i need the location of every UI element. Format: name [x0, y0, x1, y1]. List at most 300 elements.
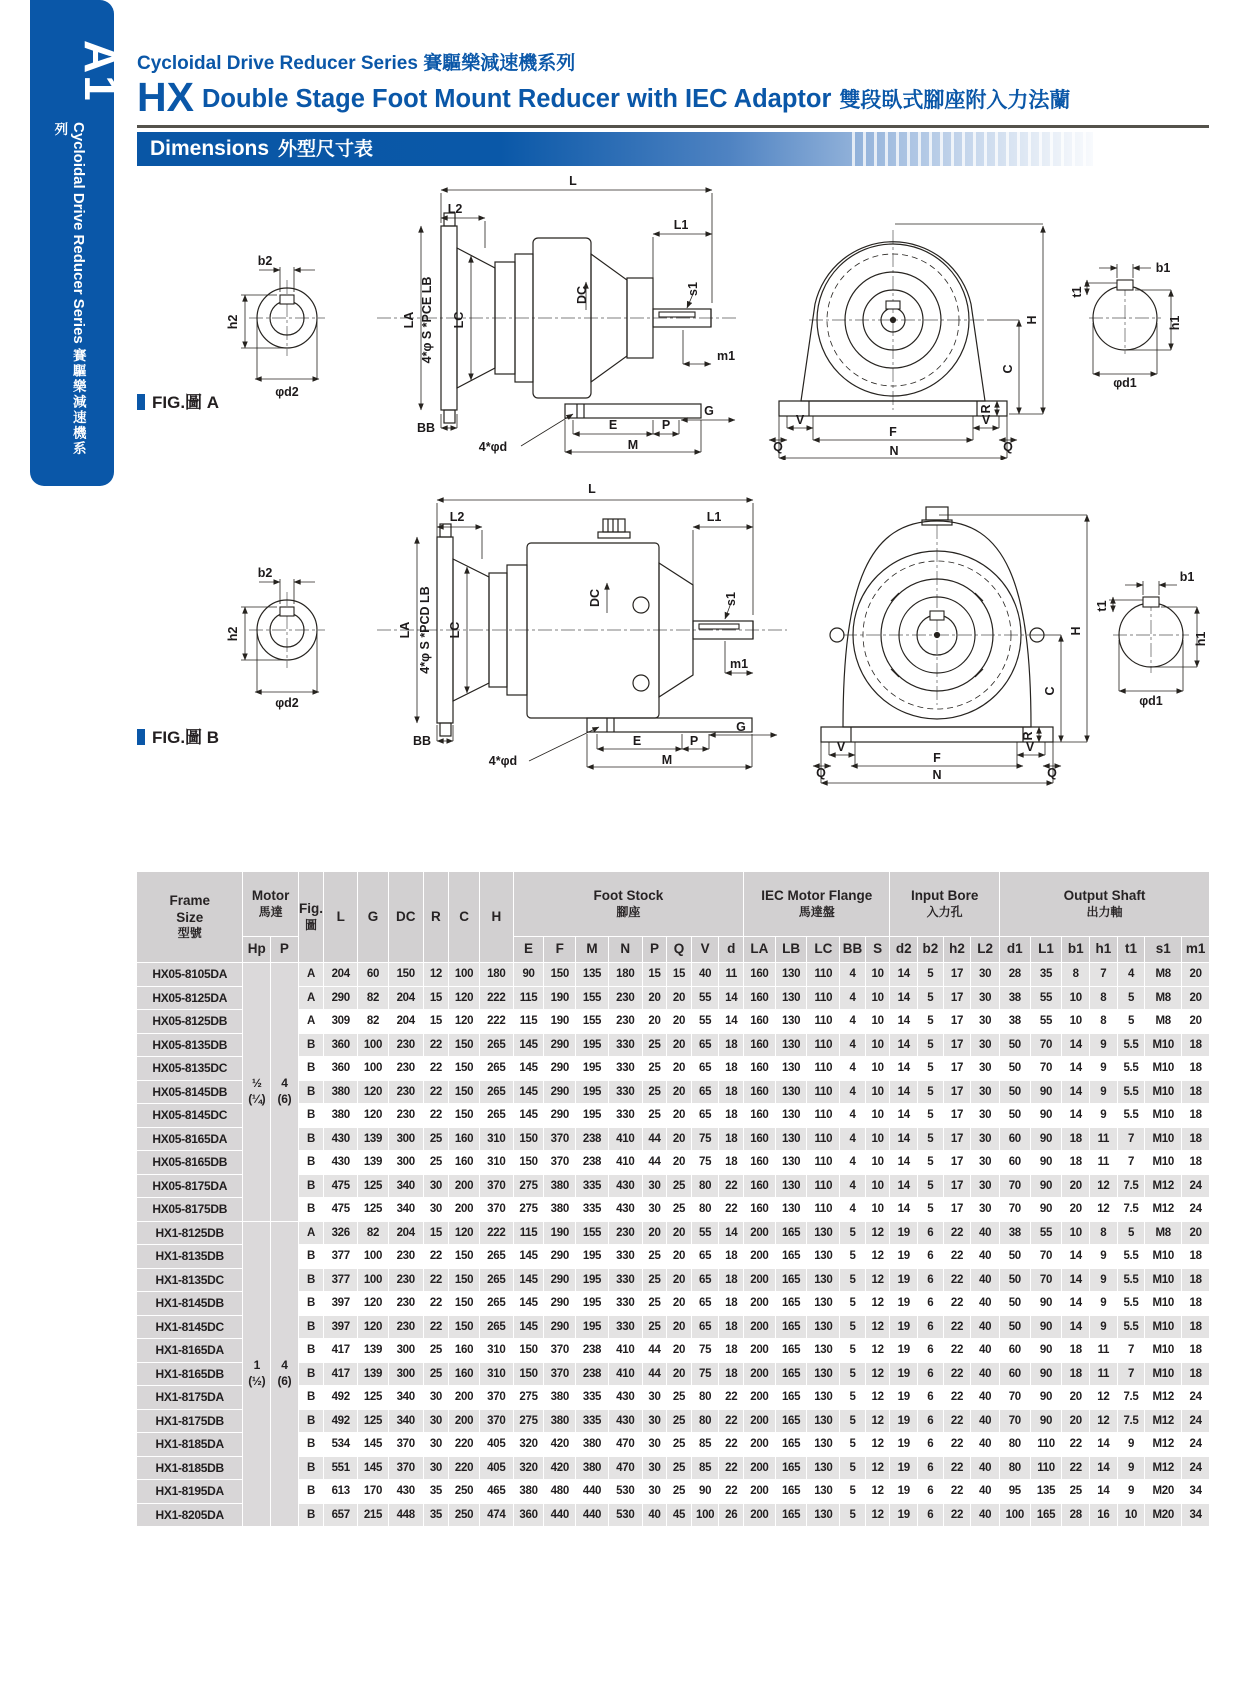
col-header-frame-size: Frame Size 型號	[137, 872, 243, 963]
frame-size-cell: HX05-8165DA	[137, 1128, 243, 1152]
dim-value-cell: 18	[719, 1104, 744, 1128]
dim-value-cell: 25	[643, 1081, 668, 1105]
dim-value-cell: 10	[866, 963, 891, 987]
dim-value-cell: 165	[776, 1363, 808, 1387]
dim-value-cell: 20	[667, 1269, 692, 1293]
dim-value-cell: 40	[971, 1386, 1000, 1410]
dim-value-cell: 5.5	[1118, 1292, 1146, 1316]
dim-value-cell: 145	[514, 1034, 545, 1058]
dim-value-cell: 5	[840, 1480, 866, 1504]
dim-value-cell: 22	[1062, 1457, 1090, 1481]
dim-label-DC: DC	[588, 588, 602, 608]
dim-value-cell: 265	[480, 1104, 514, 1128]
dim-value-cell: 25	[424, 1128, 450, 1152]
dim-value-cell: 165	[776, 1339, 808, 1363]
dim-value-cell: 160	[744, 1151, 776, 1175]
dim-value-cell: 82	[358, 1010, 389, 1034]
dim-value-cell: 7	[1118, 1128, 1146, 1152]
dim-value-cell: 130	[807, 1292, 840, 1316]
banner-title-zh: 外型尺寸表	[278, 139, 374, 160]
dim-value-cell: 12	[866, 1339, 891, 1363]
dim-value-cell: 335	[576, 1386, 609, 1410]
dim-value-cell: 14	[890, 1034, 918, 1058]
dim-value-cell: 20	[667, 1292, 692, 1316]
table-row	[137, 1245, 1210, 1269]
dim-value-cell: B	[299, 1034, 325, 1058]
table-row	[137, 1480, 1210, 1504]
dim-value-cell: 100	[358, 1245, 389, 1269]
dim-label-L: L	[569, 174, 577, 188]
dim-value-cell: 200	[744, 1316, 776, 1340]
dim-value-cell: 405	[480, 1433, 514, 1457]
table-row	[137, 1386, 1210, 1410]
dim-value-cell: 19	[890, 1339, 918, 1363]
dim-value-cell: 9	[1090, 1104, 1118, 1128]
dim-value-cell: 410	[609, 1151, 643, 1175]
dim-value-cell: 165	[776, 1504, 808, 1528]
dim-value-cell: 145	[514, 1316, 545, 1340]
dim-value-cell: 20	[1182, 1010, 1210, 1034]
col-subheader-S: S	[866, 937, 891, 963]
dim-value-cell: 115	[514, 987, 545, 1011]
dim-value-cell: 60	[1000, 1363, 1031, 1387]
dim-value-cell: 100	[449, 963, 480, 987]
frame-size-cell: HX05-8125DA	[137, 987, 243, 1011]
dim-value-cell: 290	[544, 1081, 576, 1105]
dim-value-cell: 17	[944, 1151, 972, 1175]
dim-label-G: G	[736, 720, 746, 734]
dim-value-cell: 10	[1062, 1222, 1090, 1246]
dim-value-cell: B	[299, 1433, 325, 1457]
dim-value-cell: 55	[692, 987, 720, 1011]
dim-value-cell: 326	[324, 1222, 358, 1246]
dim-value-cell: 10	[866, 1175, 891, 1199]
dim-value-cell: 165	[776, 1457, 808, 1481]
dim-value-cell: 4	[840, 1057, 866, 1081]
col-subheader-LC: LC	[807, 937, 840, 963]
dim-value-cell: 145	[514, 1104, 545, 1128]
dim-value-cell: 9	[1090, 1081, 1118, 1105]
dim-value-cell: 230	[609, 987, 643, 1011]
dim-value-cell: 145	[514, 1057, 545, 1081]
dim-value-cell: 7	[1118, 1363, 1146, 1387]
dim-value-cell: 12	[866, 1433, 891, 1457]
dim-value-cell: 7	[1118, 1151, 1146, 1175]
dim-value-cell: 380	[324, 1081, 358, 1105]
dim-value-cell: 12	[424, 963, 450, 987]
dim-value-cell: 150	[514, 1151, 545, 1175]
dim-value-cell: 195	[576, 1057, 609, 1081]
dim-value-cell: 18	[1182, 1081, 1210, 1105]
dim-value-cell: 18	[1062, 1128, 1090, 1152]
dim-value-cell: 492	[324, 1386, 358, 1410]
dim-label-V: V	[1025, 740, 1035, 754]
table-row	[137, 1504, 1210, 1528]
dim-value-cell: 300	[389, 1151, 424, 1175]
dim-value-cell: 430	[609, 1410, 643, 1434]
dim-value-cell: 290	[544, 1057, 576, 1081]
frame-size-cell: HX05-8145DB	[137, 1081, 243, 1105]
dim-value-cell: 18	[1182, 1363, 1210, 1387]
col-subheader-s1: s1	[1145, 937, 1182, 963]
dim-value-cell: 195	[576, 1034, 609, 1058]
dim-value-cell: 4	[840, 987, 866, 1011]
dim-value-cell: 40	[971, 1245, 1000, 1269]
dim-value-cell: 139	[358, 1339, 389, 1363]
dim-value-cell: 12	[1090, 1198, 1118, 1222]
table-head	[137, 872, 1210, 963]
dim-value-cell: 25	[424, 1363, 450, 1387]
dim-value-cell: 24	[1182, 1175, 1210, 1199]
dim-label-M: M	[661, 753, 673, 767]
dim-label-R: R	[979, 404, 993, 414]
dim-value-cell: 160	[449, 1128, 480, 1152]
dim-label-LA: LA	[398, 621, 412, 639]
dim-value-cell: 4	[840, 1010, 866, 1034]
dim-value-cell: 22	[1062, 1433, 1090, 1457]
dim-value-cell: 417	[324, 1363, 358, 1387]
col-subheader-Q: Q	[667, 937, 692, 963]
dim-value-cell: 40	[971, 1433, 1000, 1457]
dim-value-cell: 18	[719, 1363, 744, 1387]
dim-value-cell: M10	[1145, 1057, 1182, 1081]
dim-value-cell: 5	[840, 1245, 866, 1269]
dim-value-cell: 110	[807, 1034, 840, 1058]
dim-value-cell: 44	[643, 1339, 668, 1363]
dim-value-cell: 300	[389, 1128, 424, 1152]
dim-value-cell: 204	[389, 1010, 424, 1034]
dim-value-cell: 4	[840, 1034, 866, 1058]
dim-value-cell: 50	[1000, 1316, 1031, 1340]
dim-value-cell: 170	[358, 1480, 389, 1504]
dim-value-cell: 30	[424, 1198, 450, 1222]
dim-value-cell: 9	[1090, 1269, 1118, 1293]
dim-value-cell: 44	[643, 1363, 668, 1387]
dim-value-cell: M8	[1145, 1222, 1182, 1246]
dim-value-cell: 60	[1000, 1151, 1031, 1175]
dim-value-cell: 145	[514, 1081, 545, 1105]
dim-value-cell: 22	[944, 1245, 972, 1269]
dim-value-cell: 551	[324, 1457, 358, 1481]
dim-value-cell: 160	[744, 1198, 776, 1222]
dim-value-cell: 380	[544, 1410, 576, 1434]
table-row	[137, 1433, 1210, 1457]
dim-value-cell: 360	[514, 1504, 545, 1528]
dim-value-cell: 265	[480, 1269, 514, 1293]
dim-value-cell: 370	[389, 1457, 424, 1481]
dim-value-cell: 20	[1062, 1175, 1090, 1199]
dim-value-cell: 155	[576, 987, 609, 1011]
dim-value-cell: 12	[866, 1386, 891, 1410]
dim-value-cell: 160	[449, 1151, 480, 1175]
dim-value-cell: 11	[719, 963, 744, 987]
dim-value-cell: 9	[1090, 1245, 1118, 1269]
dim-value-cell: 34	[1182, 1504, 1210, 1528]
fig-b-bullet-icon	[137, 729, 145, 745]
dim-value-cell: 12	[866, 1363, 891, 1387]
dim-value-cell: A	[299, 987, 325, 1011]
dim-value-cell: 130	[807, 1504, 840, 1528]
dim-value-cell: 6	[918, 1292, 944, 1316]
dim-value-cell: 85	[692, 1457, 720, 1481]
dim-value-cell: 20	[643, 1222, 668, 1246]
dim-value-cell: 90	[1031, 1151, 1063, 1175]
col-subheader-BB: BB	[840, 937, 866, 963]
dim-value-cell: 130	[776, 1151, 808, 1175]
dim-value-cell: 180	[480, 963, 514, 987]
dim-value-cell: 410	[609, 1339, 643, 1363]
dim-label-F: F	[889, 425, 897, 439]
dim-value-cell: 75	[692, 1363, 720, 1387]
dim-value-cell: 300	[389, 1339, 424, 1363]
dim-value-cell: B	[299, 1128, 325, 1152]
dim-value-cell: 200	[744, 1269, 776, 1293]
dim-value-cell: 22	[944, 1316, 972, 1340]
dim-value-cell: 275	[514, 1175, 545, 1199]
dim-value-cell: 130	[776, 1128, 808, 1152]
dim-value-cell: 90	[1031, 1198, 1063, 1222]
dim-value-cell: 265	[480, 1081, 514, 1105]
dim-value-cell: 15	[667, 963, 692, 987]
dim-value-cell: 5	[840, 1433, 866, 1457]
dim-value-cell: 275	[514, 1410, 545, 1434]
dim-value-cell: 165	[1031, 1504, 1063, 1528]
title-en: Double Stage Foot Mount Reducer with IEC Adaptor	[201, 85, 832, 113]
dim-value-cell: 10	[866, 1104, 891, 1128]
col-header-C: C	[449, 872, 480, 963]
dim-value-cell: A	[299, 1010, 325, 1034]
dim-value-cell: 65	[692, 1081, 720, 1105]
dim-value-cell: 34	[1182, 1480, 1210, 1504]
dim-value-cell: 40	[692, 963, 720, 987]
dim-value-cell: 100	[358, 1057, 389, 1081]
dim-value-cell: 65	[692, 1245, 720, 1269]
dim-label-t1: t1	[1095, 600, 1109, 612]
dim-label-b1: b1	[1179, 570, 1195, 584]
dim-value-cell: 370	[480, 1175, 514, 1199]
dim-value-cell: 18	[1182, 1292, 1210, 1316]
dim-value-cell: 155	[576, 1010, 609, 1034]
dim-value-cell: M8	[1145, 1010, 1182, 1034]
dim-value-cell: 613	[324, 1480, 358, 1504]
col-subheader-F: F	[544, 937, 576, 963]
dim-value-cell: 10	[866, 1010, 891, 1034]
dim-label-E: E	[632, 734, 642, 748]
dim-value-cell: 430	[609, 1386, 643, 1410]
frame-size-cell: HX05-8125DB	[137, 1010, 243, 1034]
dim-label-Q: Q	[773, 440, 783, 454]
dim-value-cell: 265	[480, 1292, 514, 1316]
dim-value-cell: 17	[944, 1175, 972, 1199]
dim-value-cell: 238	[576, 1363, 609, 1387]
dim-value-cell: 200	[744, 1222, 776, 1246]
dim-value-cell: 5.5	[1118, 1104, 1146, 1128]
dim-value-cell: 150	[514, 1128, 545, 1152]
dim-label-L1: L1	[673, 218, 689, 232]
dim-value-cell: 110	[807, 1057, 840, 1081]
dim-value-cell: 40	[971, 1269, 1000, 1293]
dim-value-cell: 20	[667, 987, 692, 1011]
dim-value-cell: 25	[424, 1151, 450, 1175]
col-subheader-N: N	[609, 937, 643, 963]
dim-value-cell: 110	[1031, 1433, 1063, 1457]
dim-value-cell: 165	[776, 1386, 808, 1410]
col-header-input-bore: Input Bore 入力孔	[890, 872, 1000, 937]
dim-label-LC: LC	[452, 311, 466, 329]
dim-value-cell: 30	[971, 1010, 1000, 1034]
dim-value-cell: 82	[358, 1222, 389, 1246]
dim-value-cell: 14	[1090, 1433, 1118, 1457]
dim-value-cell: 40	[971, 1410, 1000, 1434]
dim-value-cell: 30	[971, 1151, 1000, 1175]
dim-value-cell: 4	[1118, 963, 1146, 987]
dim-value-cell: 4	[840, 1198, 866, 1222]
dim-value-cell: 380	[324, 1104, 358, 1128]
dim-value-cell: 5.5	[1118, 1269, 1146, 1293]
dim-value-cell: 5	[840, 1410, 866, 1434]
col-header-DC: DC	[389, 872, 424, 963]
dim-value-cell: M10	[1145, 1151, 1182, 1175]
dim-value-cell: 20	[667, 1316, 692, 1340]
col-subheader-L1: L1	[1031, 937, 1063, 963]
dim-value-cell: 200	[744, 1410, 776, 1434]
dim-value-cell: 370	[544, 1363, 576, 1387]
dim-label-m1: m1	[729, 657, 749, 671]
dim-value-cell: 200	[449, 1175, 480, 1199]
dim-value-cell: 40	[971, 1339, 1000, 1363]
dim-value-cell: 65	[692, 1057, 720, 1081]
dim-value-cell: 18	[1182, 1104, 1210, 1128]
dim-value-cell: 15	[424, 1222, 450, 1246]
dim-value-cell: 90	[1031, 1104, 1063, 1128]
dim-value-cell: 130	[807, 1457, 840, 1481]
dim-value-cell: 440	[576, 1504, 609, 1528]
dim-label-d: 4*φd	[478, 440, 508, 454]
dim-value-cell: 120	[358, 1104, 389, 1128]
dim-value-cell: 12	[866, 1316, 891, 1340]
frame-size-cell: HX1-8135DC	[137, 1269, 243, 1293]
dim-value-cell: 14	[1062, 1104, 1090, 1128]
dim-value-cell: 165	[776, 1433, 808, 1457]
dim-value-cell: 340	[389, 1410, 424, 1434]
dim-value-cell: 20	[667, 1245, 692, 1269]
dim-value-cell: 330	[609, 1081, 643, 1105]
dim-value-cell: 5	[918, 1175, 944, 1199]
dim-label-d: 4*φd	[488, 754, 518, 768]
dim-value-cell: 230	[389, 1269, 424, 1293]
dim-value-cell: 5	[918, 1104, 944, 1128]
table-row	[137, 987, 1210, 1011]
dim-value-cell: 8	[1090, 1010, 1118, 1034]
dim-value-cell: 11	[1090, 1128, 1118, 1152]
dim-value-cell: 335	[576, 1198, 609, 1222]
dim-value-cell: 7.5	[1118, 1386, 1146, 1410]
dim-value-cell: 165	[776, 1245, 808, 1269]
dim-value-cell: 18	[719, 1081, 744, 1105]
dim-value-cell: 90	[1031, 1128, 1063, 1152]
dim-value-cell: 10	[866, 987, 891, 1011]
dim-value-cell: 28	[1000, 963, 1031, 987]
dim-value-cell: B	[299, 1457, 325, 1481]
dim-value-cell: 380	[576, 1457, 609, 1481]
dim-value-cell: 25	[424, 1339, 450, 1363]
dim-value-cell: 40	[971, 1363, 1000, 1387]
dim-value-cell: 397	[324, 1292, 358, 1316]
table-row	[137, 1410, 1210, 1434]
dim-value-cell: 50	[1000, 1269, 1031, 1293]
dim-value-cell: 139	[358, 1151, 389, 1175]
dim-value-cell: 475	[324, 1198, 358, 1222]
dim-value-cell: 18	[1182, 1316, 1210, 1340]
dim-value-cell: 14	[890, 1175, 918, 1199]
title-rule	[137, 125, 1209, 128]
dim-value-cell: 18	[1182, 1034, 1210, 1058]
dim-value-cell: 9	[1118, 1433, 1146, 1457]
sidebar-series-en: Cycloidal Drive Reducer Series	[69, 122, 87, 344]
dim-value-cell: 6	[918, 1504, 944, 1528]
dim-value-cell: 20	[1182, 987, 1210, 1011]
dim-value-cell: M12	[1145, 1386, 1182, 1410]
dim-value-cell: 320	[514, 1457, 545, 1481]
dim-value-cell: 470	[609, 1433, 643, 1457]
dim-value-cell: 370	[480, 1410, 514, 1434]
dim-value-cell: 195	[576, 1269, 609, 1293]
dim-value-cell: 448	[389, 1504, 424, 1528]
title-model-code: HX	[137, 74, 194, 120]
dim-value-cell: 20	[1062, 1410, 1090, 1434]
col-subheader-t1: t1	[1118, 937, 1146, 963]
dim-value-cell: 139	[358, 1363, 389, 1387]
dim-value-cell: 130	[776, 1175, 808, 1199]
dim-value-cell: 5	[840, 1316, 866, 1340]
dim-label-L: L	[588, 482, 596, 496]
dim-value-cell: 10	[866, 1081, 891, 1105]
dim-value-cell: 19	[890, 1504, 918, 1528]
dim-value-cell: 9	[1118, 1480, 1146, 1504]
dim-value-cell: 12	[866, 1245, 891, 1269]
dim-value-cell: 220	[449, 1457, 480, 1481]
dim-value-cell: 275	[514, 1386, 545, 1410]
dim-label-N: N	[889, 444, 899, 458]
dim-label-d1: φd1	[1139, 694, 1163, 708]
title-zh: 雙段臥式腳座附入力法蘭	[839, 89, 1071, 112]
dim-value-cell: 30	[643, 1410, 668, 1434]
fig-a-drawing	[137, 168, 1210, 460]
dim-value-cell: 120	[358, 1081, 389, 1105]
dim-value-cell: 100	[358, 1034, 389, 1058]
table-row	[137, 1198, 1210, 1222]
dim-value-cell: 230	[389, 1316, 424, 1340]
dim-value-cell: 30	[424, 1433, 450, 1457]
dim-value-cell: 25	[667, 1386, 692, 1410]
table-row	[137, 1316, 1210, 1340]
dim-value-cell: 145	[514, 1245, 545, 1269]
dim-value-cell: 80	[1000, 1457, 1031, 1481]
dim-value-cell: 25	[643, 1104, 668, 1128]
dim-value-cell: 110	[1031, 1457, 1063, 1481]
dim-value-cell: B	[299, 1386, 325, 1410]
dim-value-cell: 14	[719, 1222, 744, 1246]
dim-value-cell: 8	[1090, 987, 1118, 1011]
dim-label-Q: Q	[1003, 440, 1013, 454]
dim-value-cell: 195	[576, 1104, 609, 1128]
dim-value-cell: 657	[324, 1504, 358, 1528]
dim-value-cell: 110	[807, 1081, 840, 1105]
dim-value-cell: 14	[890, 987, 918, 1011]
dim-value-cell: 430	[609, 1198, 643, 1222]
dim-label-DC: DC	[575, 285, 589, 305]
dim-value-cell: 125	[358, 1410, 389, 1434]
